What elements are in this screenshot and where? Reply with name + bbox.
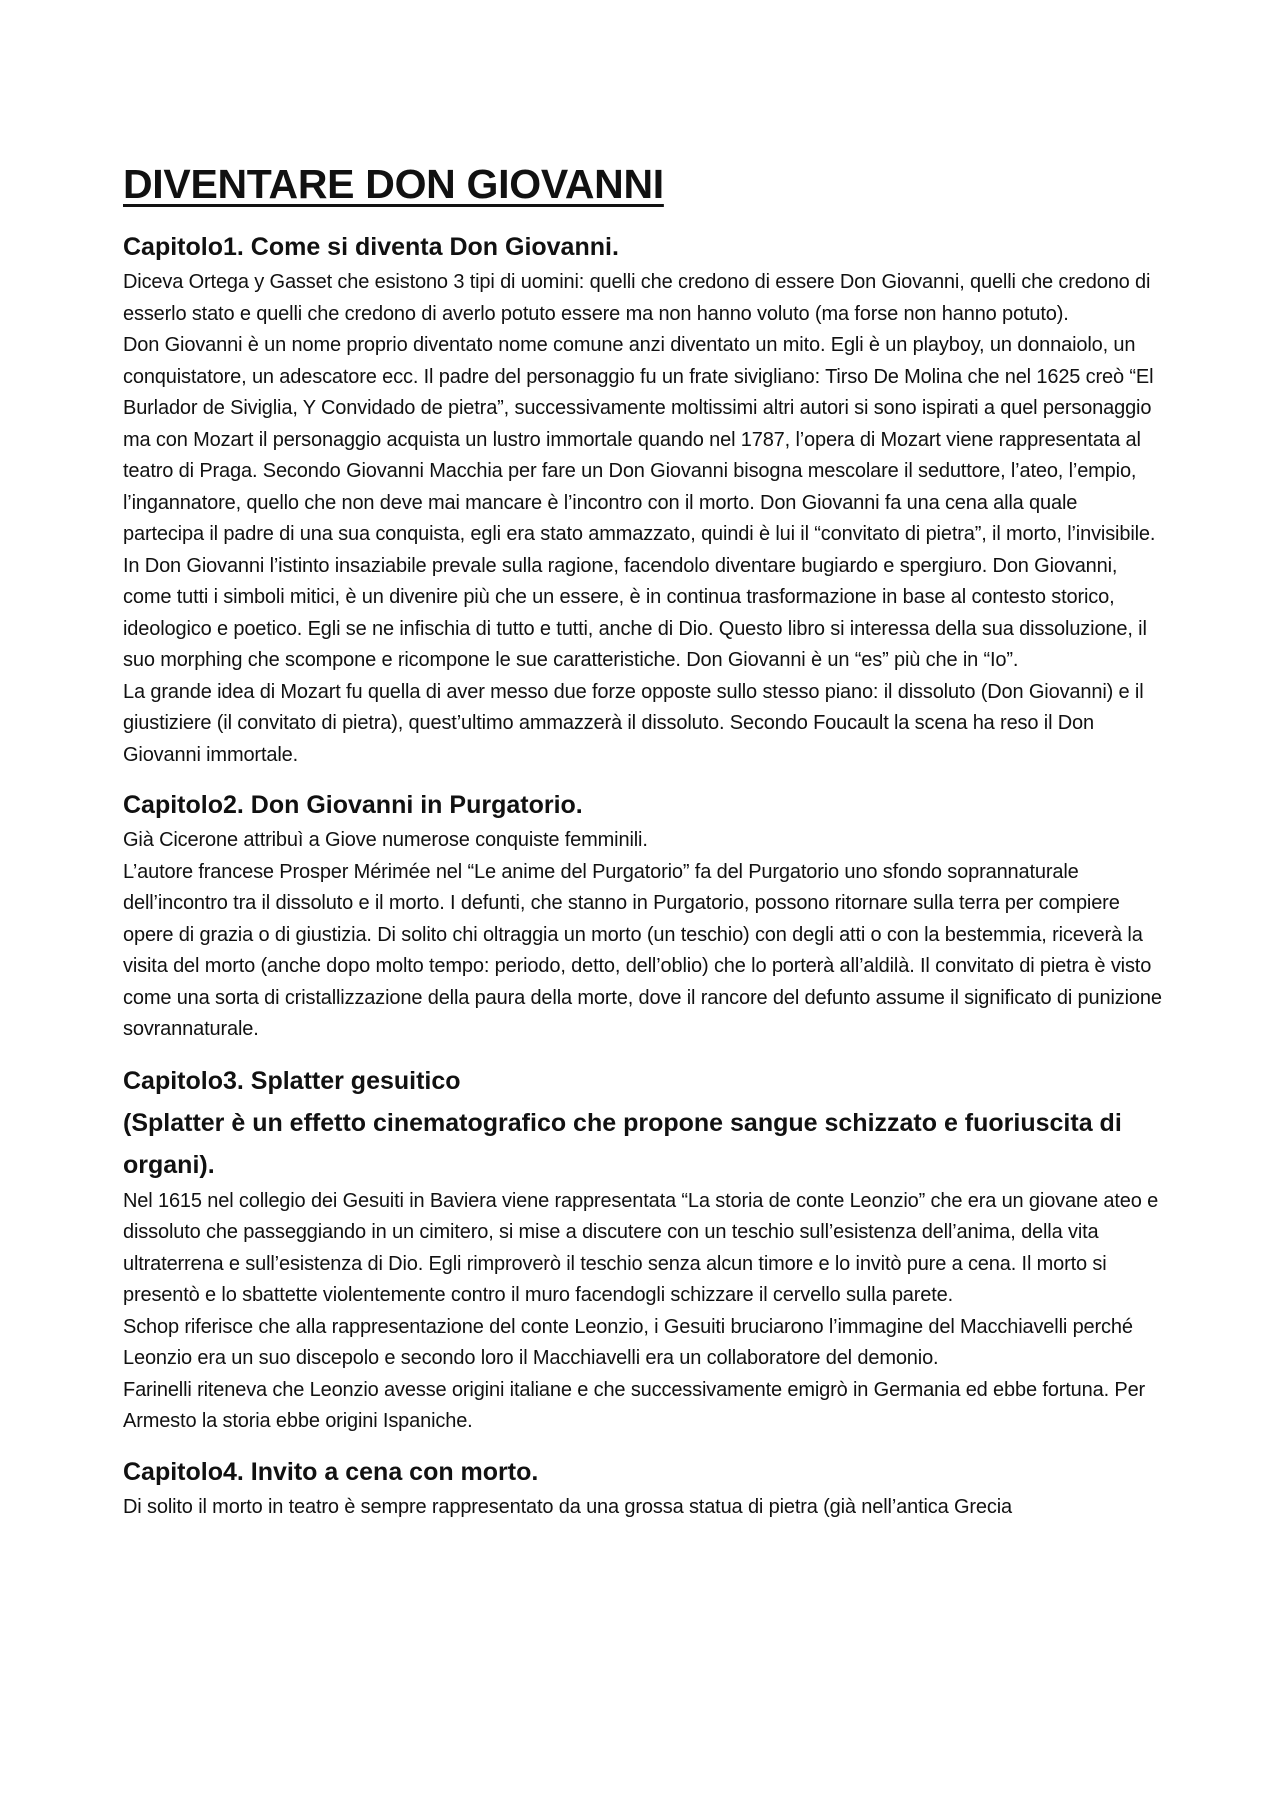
paragraph: L’autore francese Prosper Mérimée nel “Le anime del Purgatorio” fa del Purgatorio uno sfondo soprannaturale dell’incontro tra il dissoluto e il morto. I defunti, che stanno in Purgatorio, possono ritornare sulla terra per compiere opere di grazia o di giustizia. Di solito chi oltraggia un morto (un teschio) con degli atti o con la bestemmia, riceverà la visita del morto (anche dopo molto tempo: periodo, detto, dell’oblio) che lo porterà all’aldilà. Il convitato di pietra è visto come una sorta di cristallizzazione della paura della morte, dove il rancore del defunto assume il significato di punizione sovrannaturale. bbox=[123, 860, 1162, 1041]
chapter-heading: Capitolo1. Come si diventa Don Giovanni. bbox=[123, 233, 619, 262]
paragraph: Don Giovanni è un nome proprio diventato nome comune anzi diventato un mito. Egli è un playboy, un donnaiolo, un conquistatore, un adescatore ecc. Il padre del personaggio fu un frate sivigliano: Tirso De Molina che nel 1625 creò “El Burlador de Siviglia, Y Convidado de pietra”, successivamente moltissimi altri autori si sono ispirati a quel personaggio ma con Mozart il personaggio acquista un lustro immortale quando nel 1787, l’opera di Mozart viene rappresentata al teatro di Praga. Secondo Giovanni Macchia per fare un Don Giovanni bisogna mescolare il seduttore, l’ateo, l’empio, l’ingannatore, quello che non deve mai mancare è l’incontro con il morto. Don Giovanni fa una cena alla quale partecipa il padre di una sua conquista, egli era stato ammazzato, quindi è lui il “convitato di pietra”, il morto, l’invisibile. In Don Giovanni l’istinto insaziabile prevale sulla ragione, facendolo diventare bugiardo e spergiuro. Don Giovanni, come tutti i simboli mitici, è un divenire più che un essere, è in continua trasformazione in base al contesto storico, ideologico e poetico. Egli se ne infischia di tutto e tutti, anche di Dio. Questo libro si interessa della sua dissoluzione, il suo morphing che scompone e ricompone le sue caratteristiche. Don Giovanni è un “es” più che in “Io”. bbox=[123, 334, 1156, 672]
chapter-subheading: (Splatter è un effetto cinematografico che propone sangue schizzato e fuoriuscita di organi). bbox=[123, 1108, 1122, 1179]
paragraph: Diceva Ortega y Gasset che esistono 3 tipi di uomini: quelli che credono di essere Don Giovanni, quelli che credono di esserlo stato e quelli che credono di averlo potuto essere ma non hanno voluto (ma forse non hanno potuto). bbox=[123, 271, 1151, 325]
paragraph: Nel 1615 nel collegio dei Gesuiti in Baviera viene rappresentata “La storia de conte Leonzio” che era un giovane ateo e dissoluto che passeggiando in un cimitero, si mise a discutere con un teschio sull’esistenza dell’anima, della vita ultraterrena e sull’esistenza di Dio. Egli rimproverò il teschio senza alcun timore e lo invitò pure a cena. Il morto si presentò e lo sbattette violentemente contro il muro facendogli schizzare il cervello sulla parete. bbox=[123, 1189, 1159, 1307]
paragraph: Farinelli riteneva che Leonzio avesse origini italiane e che successivamente emigrò in Germania ed ebbe fortuna. Per Armesto la storia ebbe origini Ispaniche. bbox=[123, 1378, 1146, 1433]
paragraph: La grande idea di Mozart fu quella di aver messo due forze opposte sullo stesso piano: il dissoluto (Don Giovanni) e il giustiziere (il convitato di pietra), quest’ultimo ammazzerà il dissoluto. Secondo Foucault la scena ha reso il Don Giovanni immortale. bbox=[123, 680, 1144, 766]
chapter-1 bbox=[123, 227, 1163, 771]
document-page bbox=[123, 160, 1163, 1537]
chapter-4 bbox=[123, 1452, 1163, 1524]
chapter-3 bbox=[123, 1060, 1163, 1438]
document-title: DIVENTARE DON GIOVANNI bbox=[123, 161, 664, 207]
chapter-heading: Capitolo3. Splatter gesuitico bbox=[123, 1066, 461, 1095]
paragraph: Schop riferisce che alla rappresentazione del conte Leonzio, i Gesuiti bruciarono l’immagine del Macchiavelli perché Leonzio era un suo discepolo e secondo loro il Macchiavelli era un collaboratore del demonio. bbox=[123, 1315, 1133, 1370]
paragraph: Già Cicerone attribuì a Giove numerose conquiste femminili. bbox=[123, 829, 648, 852]
chapter-heading: Capitolo4. Invito a cena con morto. bbox=[123, 1457, 539, 1486]
chapter-2 bbox=[123, 785, 1163, 1046]
chapter-heading: Capitolo2. Don Giovanni in Purgatorio. bbox=[123, 791, 583, 820]
paragraph: Di solito il morto in teatro è sempre rappresentato da una grossa statua di pietra (già nell’antica Grecia bbox=[123, 1495, 1013, 1518]
